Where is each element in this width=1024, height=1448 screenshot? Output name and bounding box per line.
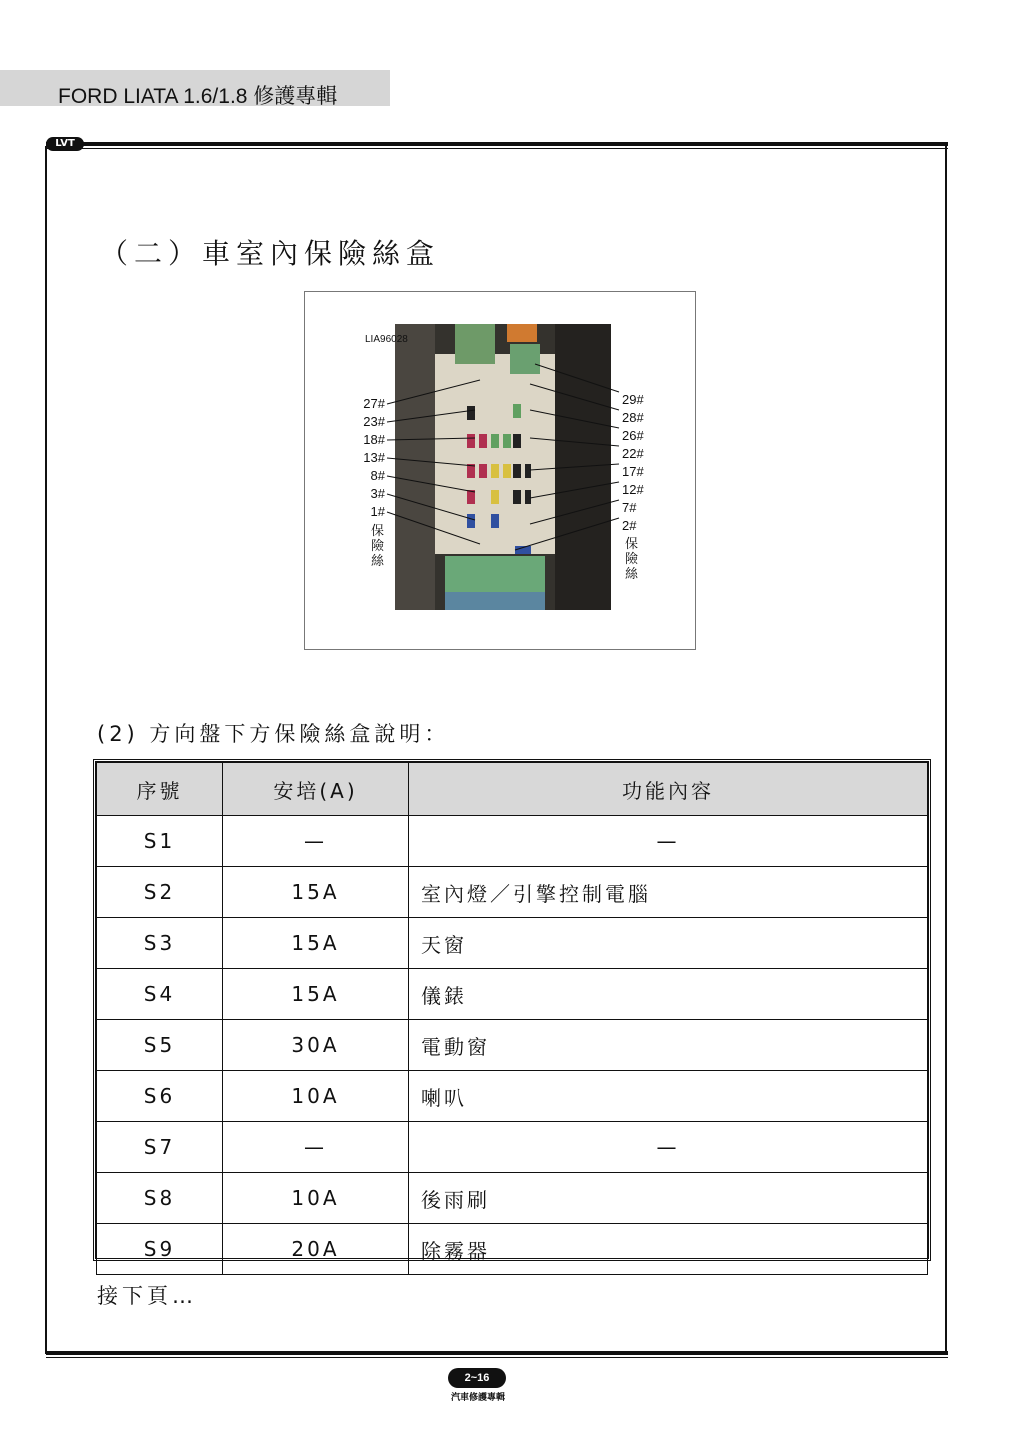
cell-no: S8 [97,1173,223,1224]
cell-no: S9 [97,1224,223,1275]
cell-amp: 20A [223,1224,409,1275]
right-fuse-labels [622,391,644,535]
continue-note: 接下頁… [97,1284,197,1308]
fuse-label-27: 27# [363,396,385,411]
table-row [97,816,928,867]
cell-no: S2 [97,867,223,918]
header-no: 序號 [97,763,223,816]
figure-code-label: LIA96028 [365,334,408,345]
cell-no: S1 [97,816,223,867]
fuse-label-3: 3# [370,486,385,501]
fuse-label-23: 23# [363,414,385,429]
frame-left [45,146,47,1354]
page-caption: 汽車修護專輯 [450,1393,505,1403]
cell-amp: 10A [223,1071,409,1122]
fuse-table [93,759,931,1261]
table-row [97,1173,928,1224]
frame-right [945,146,947,1354]
cell-no: S5 [97,1020,223,1071]
left-vertical-label: 保 險 絲 [371,524,385,569]
top-rule [46,142,948,146]
cell-function: 除霧器 [409,1224,928,1275]
cell-amp: 10A [223,1173,409,1224]
top-rule-thin [46,148,948,149]
cell-no: S4 [97,969,223,1020]
fuse-label-7: 7# [622,500,637,515]
fuse-label-18: 18# [363,432,385,447]
header-function: 功能內容 [409,763,928,816]
table-row [97,867,928,918]
cell-amp: 30A [223,1020,409,1071]
right-vertical-label: 保 險 絲 [625,537,639,582]
logo-badge: LVT [46,137,84,151]
cell-function: 後雨刷 [409,1173,928,1224]
table-row [97,1020,928,1071]
table-row [97,918,928,969]
cell-function: 喇叭 [409,1071,928,1122]
page-number-badge: 2~16 [448,1368,506,1388]
table-row [97,1071,928,1122]
table-row [97,1224,928,1275]
cell-amp: 15A [223,867,409,918]
cell-function: 儀錶 [409,969,928,1020]
fuse-label-29: 29# [622,392,644,407]
cell-no: S3 [97,918,223,969]
cell-function: — [409,816,928,867]
bottom-rule-thin [46,1357,948,1358]
table-row [97,969,928,1020]
fuse-box-figure [304,291,696,650]
cell-no: S7 [97,1122,223,1173]
cell-amp: — [223,1122,409,1173]
left-fuse-labels [357,395,385,521]
fuse-label-22: 22# [622,446,644,461]
section-title: （二）車室內保險絲盒 [100,237,441,270]
fuse-label-28: 28# [622,410,644,425]
cell-function: — [409,1122,928,1173]
table-header-row [97,763,928,816]
fuse-label-26: 26# [622,428,644,443]
fuse-label-8: 8# [370,468,385,483]
cell-function: 電動窗 [409,1020,928,1071]
header-amp: 安培(A) [223,763,409,816]
cell-no: S6 [97,1071,223,1122]
fuse-label-13: 13# [363,450,385,465]
table-row [97,1122,928,1173]
table-subtitle: (2) 方向盤下方保險絲盒說明： [97,722,450,746]
cell-amp: — [223,816,409,867]
cell-amp: 15A [223,918,409,969]
fuse-label-17: 17# [622,464,644,479]
bottom-rule [46,1351,948,1355]
cell-function: 天窗 [409,918,928,969]
fuse-label-1: 1# [370,504,385,519]
cell-function: 室內燈／引擎控制電腦 [409,867,928,918]
header-title: FORD LIATA 1.6/1.8 修護專輯 [58,85,338,108]
fuse-label-2: 2# [622,518,637,533]
cell-amp: 15A [223,969,409,1020]
fuse-label-12: 12# [622,482,644,497]
